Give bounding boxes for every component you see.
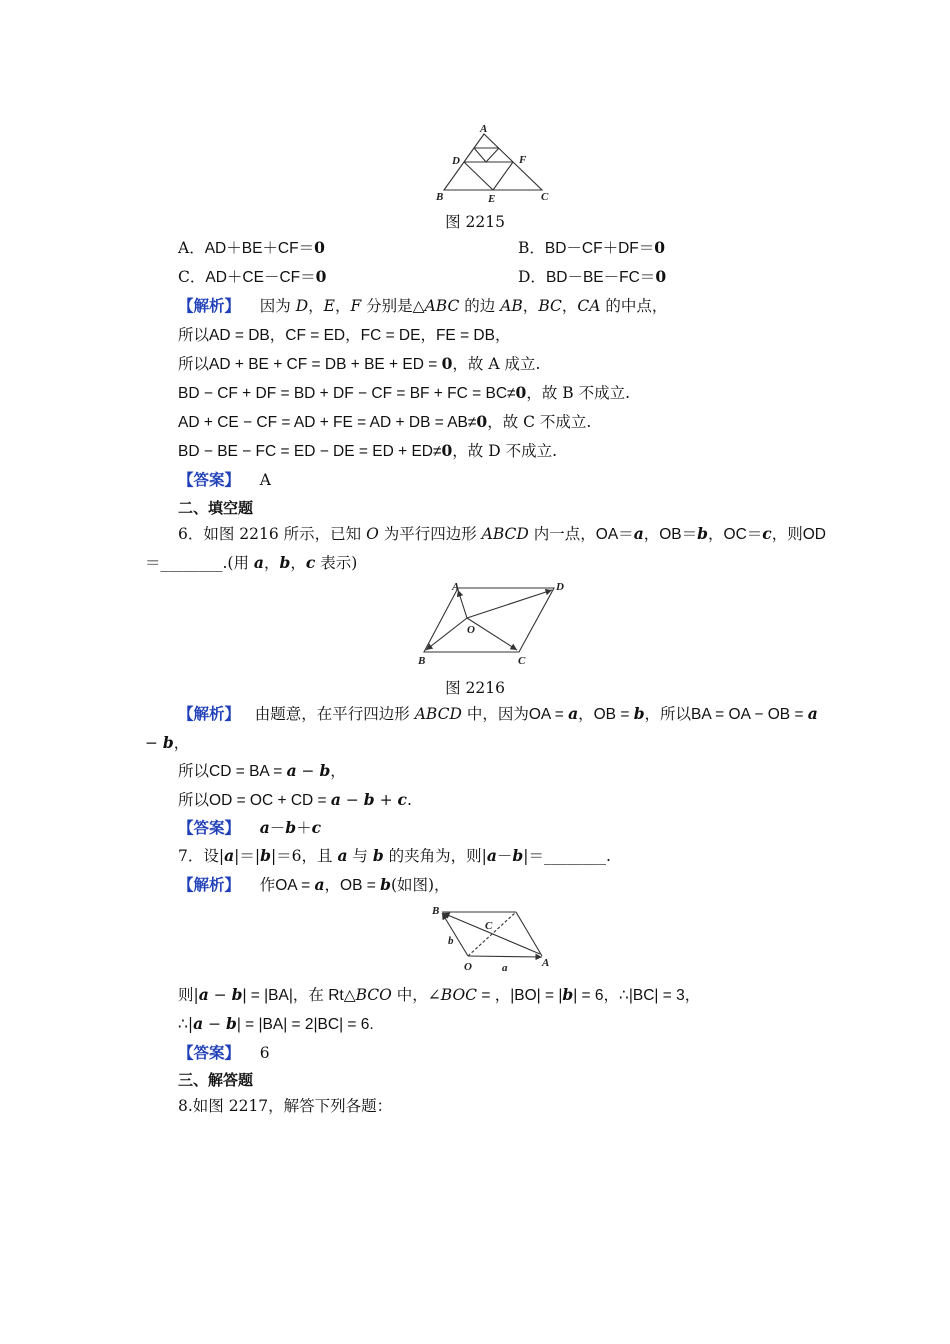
q5-analysis-line-2: 所以AD = DB，CF = ED，FC = DE，FE = DB，	[178, 326, 511, 344]
label-B: B	[432, 905, 440, 917]
q6-analysis-line-3: 所以CD = BA = a − b，	[178, 761, 346, 780]
q5-answer: 【答案】 A	[178, 471, 271, 489]
option-a: A．AD＋BE＋CF＝0	[178, 238, 325, 257]
figure-2216-caption: 图 2216	[445, 679, 505, 697]
q5-analysis-line-6: BD − BE − FC = ED − DE = ED + ED≠0，故 D 不成立.	[178, 441, 558, 460]
label-a: a	[502, 962, 508, 974]
q7-stem: 7．设|a|＝|b|＝6，且 a 与 b 的夹角为，则|a－b|＝________.	[178, 846, 611, 865]
label-O: O	[464, 961, 472, 973]
answer-tag: 【答案】	[178, 1044, 241, 1062]
section-heading-fill-in: 二、填空题	[178, 499, 254, 517]
label-O: O	[467, 624, 475, 636]
q6-analysis-line-1: 【解析】 由题意，在平行四边形 ABCD 中，因为OA = a，OB = b，所以BA = OA − OB = a	[178, 704, 818, 723]
label-E: E	[488, 193, 496, 205]
label-D: D	[452, 155, 460, 167]
figure-q7	[428, 900, 558, 976]
answer-tag: 【答案】	[178, 819, 241, 837]
option-d: D．BD－BE－FC＝0	[518, 267, 667, 286]
figure-2215-caption: 图 2215	[445, 213, 505, 231]
q7-analysis-line-1: 【解析】 作OA = a，OB = b(如图)，	[178, 875, 450, 894]
q7-answer: 【答案】 6	[178, 1044, 270, 1062]
label-B: B	[436, 191, 444, 203]
q6-stem-line-2: ＝________.(用 a，b，c 表示)	[145, 553, 358, 572]
label-C: C	[541, 191, 549, 203]
label-F: F	[519, 154, 527, 166]
figure-2216	[412, 578, 572, 670]
label-A: A	[480, 123, 488, 135]
q5-analysis-line-5: AD + CE − CF = AD + FE = AD + DB = AB≠0，故 C 不成立.	[178, 412, 592, 431]
analysis-tag: 【解析】	[178, 876, 241, 894]
section-heading-solutions: 三、解答题	[178, 1071, 254, 1089]
label-D: D	[556, 581, 564, 593]
label-b: b	[448, 935, 454, 947]
q5-analysis-line-3: 所以AD + BE + CF = DB + BE + ED = 0，故 A 成立.	[178, 354, 541, 373]
label-A: A	[452, 581, 460, 593]
q7-analysis-line-3: ∴|a − b| = |BA| = 2|BC| = 6.	[178, 1014, 374, 1033]
label-C: C	[485, 920, 493, 932]
label-A: A	[542, 957, 550, 969]
answer-tag: 【答案】	[178, 471, 241, 489]
q6-analysis-line-4: 所以OD = OC + CD = a − b + c.	[178, 790, 412, 809]
analysis-tag: 【解析】	[178, 297, 241, 315]
option-b: B．BD－CF＋DF＝0	[518, 238, 666, 257]
label-B: B	[418, 655, 426, 667]
q5-analysis-line-4: BD − CF + DF = BD + DF − CF = BF + FC = BC≠0，故 B 不成立.	[178, 383, 631, 402]
q6-answer: 【答案】 a－b＋c	[178, 818, 322, 837]
q6-stem-line-1: 6．如图 2216 所示，已知 O 为平行四边形 ABCD 内一点，OA＝a，OB＝b，OC＝c，则OD	[178, 524, 826, 543]
q8-stem: 8.如图 2217，解答下列各题：	[178, 1097, 393, 1115]
q5-analysis-line-1: 【解析】 因为 D，E，F 分别是△ABC 的边 AB，BC，CA 的中点，	[178, 297, 668, 315]
q7-analysis-line-2: 则|a − b| = |BA|，在 Rt△BCO 中，∠BOC = ，|BO| = |b| = 6，∴|BC| = 3，	[178, 985, 701, 1004]
label-C: C	[518, 655, 526, 667]
figure-2215	[430, 120, 560, 206]
q6-analysis-line-2: − b，	[145, 733, 190, 752]
analysis-tag: 【解析】	[178, 705, 241, 723]
option-c: C．AD＋CE－CF＝0	[178, 267, 327, 286]
